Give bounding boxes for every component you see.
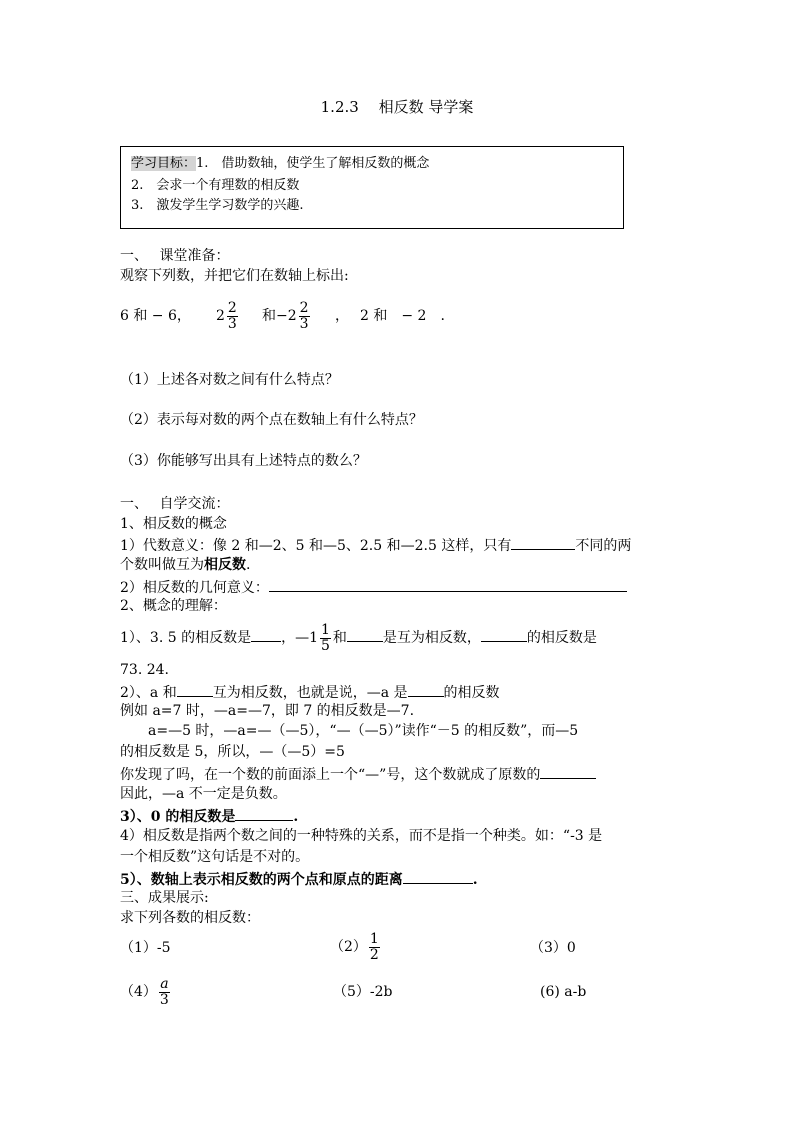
practice-2: 2）、a 和 互为相反数，也就是说，—a 是 的相反数 [120,681,500,703]
practice-1-cont: 73. 24. [120,662,169,678]
exercise-5: （5）-2b [333,984,393,1000]
fraction-2-3-b: $\frac{2}{3}$ [299,299,309,332]
blank-field [177,681,213,697]
example-line-5: 因此，—a 不一定是负数。 [120,786,287,802]
example-line-1: 例如 a=7 时，—a=—7，即 7 的相反数是—7. [120,703,415,719]
question-1: （1）上述各对数之间有什么特点？ [120,372,339,388]
goal-line-3: 3. 激发学生学习数学的兴趣. [131,198,304,213]
goals-label: 学习目标： [131,156,197,171]
algebraic-meaning: 1）代数意义：像 2 和—2、5 和—5、2.5 和—2.5 这样，只有 不同的两 [120,534,631,556]
section-1-intro: 观察下列数，并把它们在数轴上标出: [120,268,349,284]
example-line-4: 你发现了吗，在一个数的前面添上一个“—”号，这个数就成了原数的 [120,763,596,785]
blank-field [481,626,527,642]
blank-field [235,805,293,821]
blank-field [251,626,281,642]
number-pair-1: 6 和 − 6， [120,308,191,324]
fraction-1-5: $\frac{1}{5}$ [321,621,330,654]
goal-line-2: 2. 会求一个有理数的相反数 [131,178,300,193]
page-title: 1.2.3 相反数 导学案 [320,98,474,116]
exercise-4: （4） $\frac{a}{3}$ [120,975,169,1008]
section-1-heading: 一、 课堂准备： [120,248,230,264]
practice-1: 1）、3. 5 的相反数是 ，—1 $\frac{1}{5}$ 和 是互为相反数， 的相反数是 [120,621,597,654]
blank-field [403,868,473,884]
section-2-heading: 一、 自学交流： [120,496,230,512]
question-2: （2）表示每对数的两个点在数轴上有什么特点？ [120,412,423,428]
exercise-2: （2） $\frac{1}{2}$ [330,930,379,963]
negative-mixed-number: 和−2 $\frac{2}{3}$ [262,299,309,332]
example-line-2: a=—5 时，—a=—（—5），“—（—5）”读作“－5 的相反数”，而—5 [148,723,579,739]
separator-comma: ， [335,308,349,324]
blank-field [408,681,444,697]
practice-4: 4）相反数是指两个数之间的一种特殊的关系，而不是指一个种类。如：“-3 是 [120,828,603,844]
goal-line-1: 学习目标：1. 借助数轴，使学生了解相反数的概念 [131,156,430,171]
blank-field [269,576,627,592]
fraction-1-2: $\frac{1}{2}$ [369,930,379,963]
algebraic-meaning-cont: 个数叫做互为相反数. [120,557,251,573]
learning-goals-box [120,146,624,229]
geometric-meaning: 2）相反数的几何意义： [120,576,627,598]
practice-3: 3）、0 的相反数是 . [120,805,298,827]
concept-heading: 1、相反数的概念 [120,516,227,532]
section-3-intro: 求下列各数的相反数： [120,910,260,926]
practice-4-cont: 一个相反数”这句话是不对的。 [120,849,310,865]
exercise-1: （1）-5 [120,940,171,956]
section-3-heading: 三、成果展示: [120,890,209,906]
blank-field [511,534,575,550]
mixed-number-2-2-3: 2 $\frac{2}{3}$ [216,299,237,332]
fraction-a-3: $\frac{a}{3}$ [159,975,169,1008]
blank-field [540,763,596,779]
question-3: （3）你能够写出具有上述特点的数么？ [120,453,367,469]
understanding-heading: 2、概念的理解： [120,598,227,614]
number-pair-3: 2 和 − 2 . [360,308,445,324]
exercise-3: （3）0 [530,940,576,956]
practice-5: 5）、数轴上表示相反数的两个点和原点的距离 . [120,868,478,890]
blank-field [347,626,383,642]
fraction-2-3: $\frac{2}{3}$ [227,299,237,332]
exercise-6: (6) a-b [540,984,587,1000]
example-line-3: 的相反数是 5，所以，—（—5）=5 [120,744,345,760]
